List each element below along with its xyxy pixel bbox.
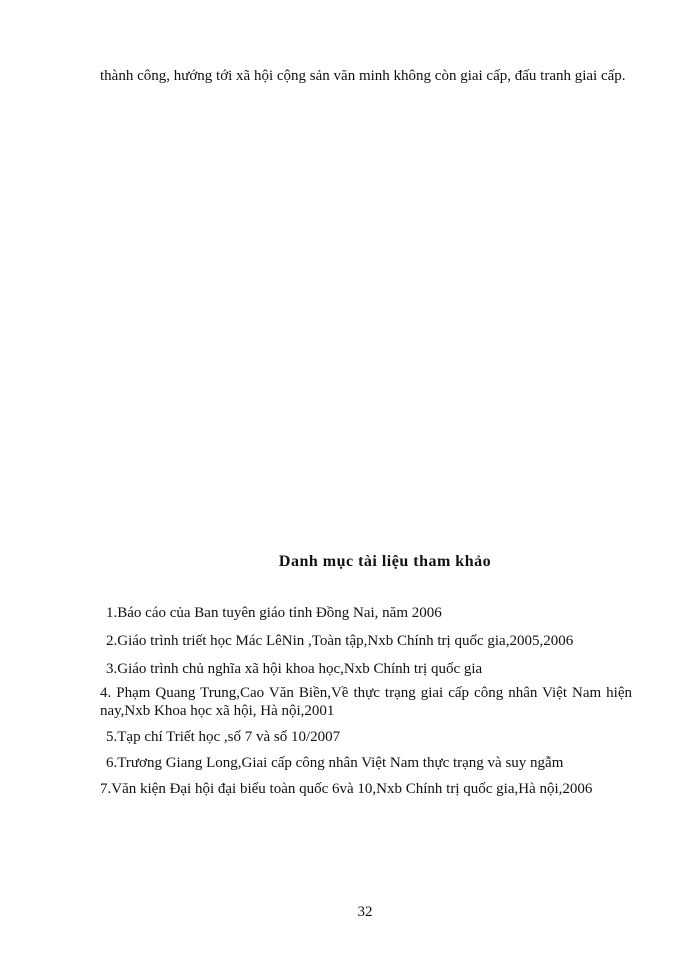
reference-item — [106, 660, 482, 678]
reference-text: Tạp chí Triết học ,số 7 và số 10/2007 — [117, 729, 341, 745]
reference-number: 6. — [106, 755, 118, 771]
references-heading: Danh mục tài liệu tham khảo — [278, 553, 492, 570]
reference-number: 4. — [100, 685, 112, 701]
reference-number: 2. — [106, 633, 118, 649]
reference-text: Báo cáo của Ban tuyên giáo tỉnh Đồng Nai, năm 2006 — [117, 605, 442, 621]
reference-item — [106, 632, 573, 650]
reference-item — [106, 604, 442, 622]
reference-text: Trương Giang Long,Giai cấp công nhân Việt Nam thực trạng và suy ngẫm — [117, 755, 564, 771]
reference-item — [106, 754, 563, 772]
reference-text: Phạm Quang Trung,Cao Văn Biền,Về thực trạng giai cấp công nhân Việt Nam hiện nay,Nxb Khoa học xã hội, Hà nội,2001 — [100, 685, 632, 719]
reference-number: 3. — [106, 661, 118, 677]
reference-item — [106, 728, 340, 746]
reference-number: 7. — [100, 781, 112, 797]
reference-text: Giáo trình triết học Mác LêNin ,Toàn tập,Nxb Chính trị quốc gia,2005,2006 — [117, 633, 574, 649]
body-paragraph: thành công, hướng tới xã hội cộng sản văn minh không còn giai cấp, đấu tranh giai cấp. — [100, 68, 626, 84]
page-number: 32 — [357, 904, 373, 920]
reference-number: 5. — [106, 729, 118, 745]
reference-number: 1. — [106, 605, 118, 621]
reference-item — [100, 684, 632, 720]
reference-text: Giáo trình chủ nghĩa xã hội khoa học,Nxb Chính trị quốc gia — [117, 661, 483, 677]
reference-text: Văn kiện Đại hội đại biểu toàn quốc 6và 10,Nxb Chính trị quốc gia,Hà nội,2006 — [111, 781, 593, 797]
reference-item — [100, 780, 632, 798]
